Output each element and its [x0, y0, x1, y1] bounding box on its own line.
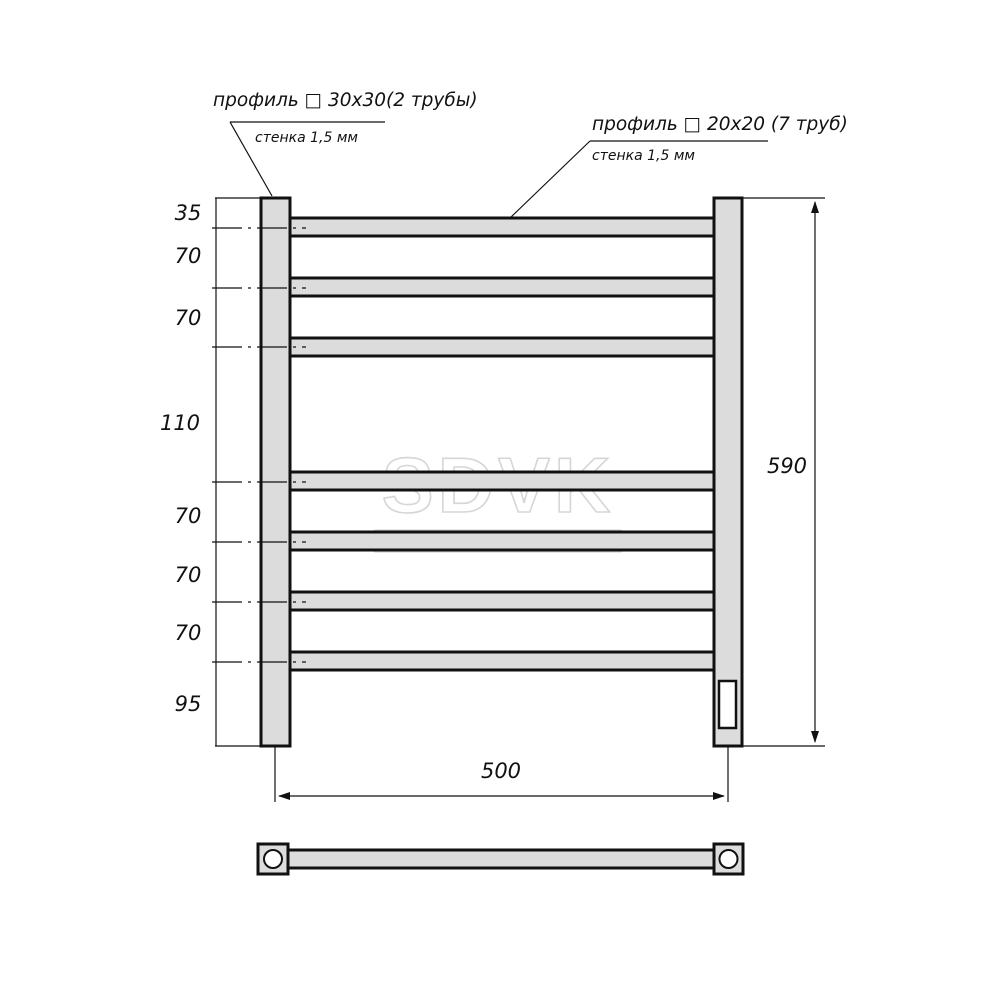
rail-profile-label: профиль □ 20х20 (7 труб)	[592, 114, 848, 135]
side-profile-label: профиль □ 30х30(2 трубы)	[213, 90, 478, 111]
rail-profile-callout	[510, 114, 848, 218]
top-view-left-tube-bore	[264, 850, 282, 868]
rail-4	[290, 472, 714, 490]
top-view-right-tube-bore	[720, 850, 738, 868]
side-profile-callout	[213, 90, 478, 196]
height-dimension-label: 590	[766, 454, 808, 478]
rail-1	[290, 218, 714, 236]
top-view	[258, 844, 743, 874]
side-profile-wall-label: стенка 1,5 мм	[255, 130, 358, 146]
width-dimension-label: 500	[480, 759, 522, 783]
spacing-label-1: 35	[174, 201, 202, 225]
rail-7	[290, 652, 714, 670]
rail-2	[290, 278, 714, 296]
top-view-rail	[288, 850, 714, 868]
spacing-label-6: 70	[174, 563, 202, 587]
left-vertical-tube	[261, 198, 290, 746]
spacing-label-8: 95	[174, 692, 202, 716]
spacing-label-2: 70	[174, 244, 202, 268]
rail-3	[290, 338, 714, 356]
spacing-label-4: 110	[159, 411, 201, 435]
left-spacing-labels	[160, 201, 201, 716]
spacing-label-3: 70	[174, 306, 202, 330]
spacing-label-7: 70	[174, 621, 202, 645]
spacing-label-5: 70	[174, 504, 202, 528]
heater-cable-outlet	[719, 681, 736, 728]
rail-6	[290, 592, 714, 610]
rail-5	[290, 532, 714, 550]
right-vertical-tube	[714, 198, 742, 746]
rail-profile-wall-label: стенка 1,5 мм	[592, 148, 695, 164]
